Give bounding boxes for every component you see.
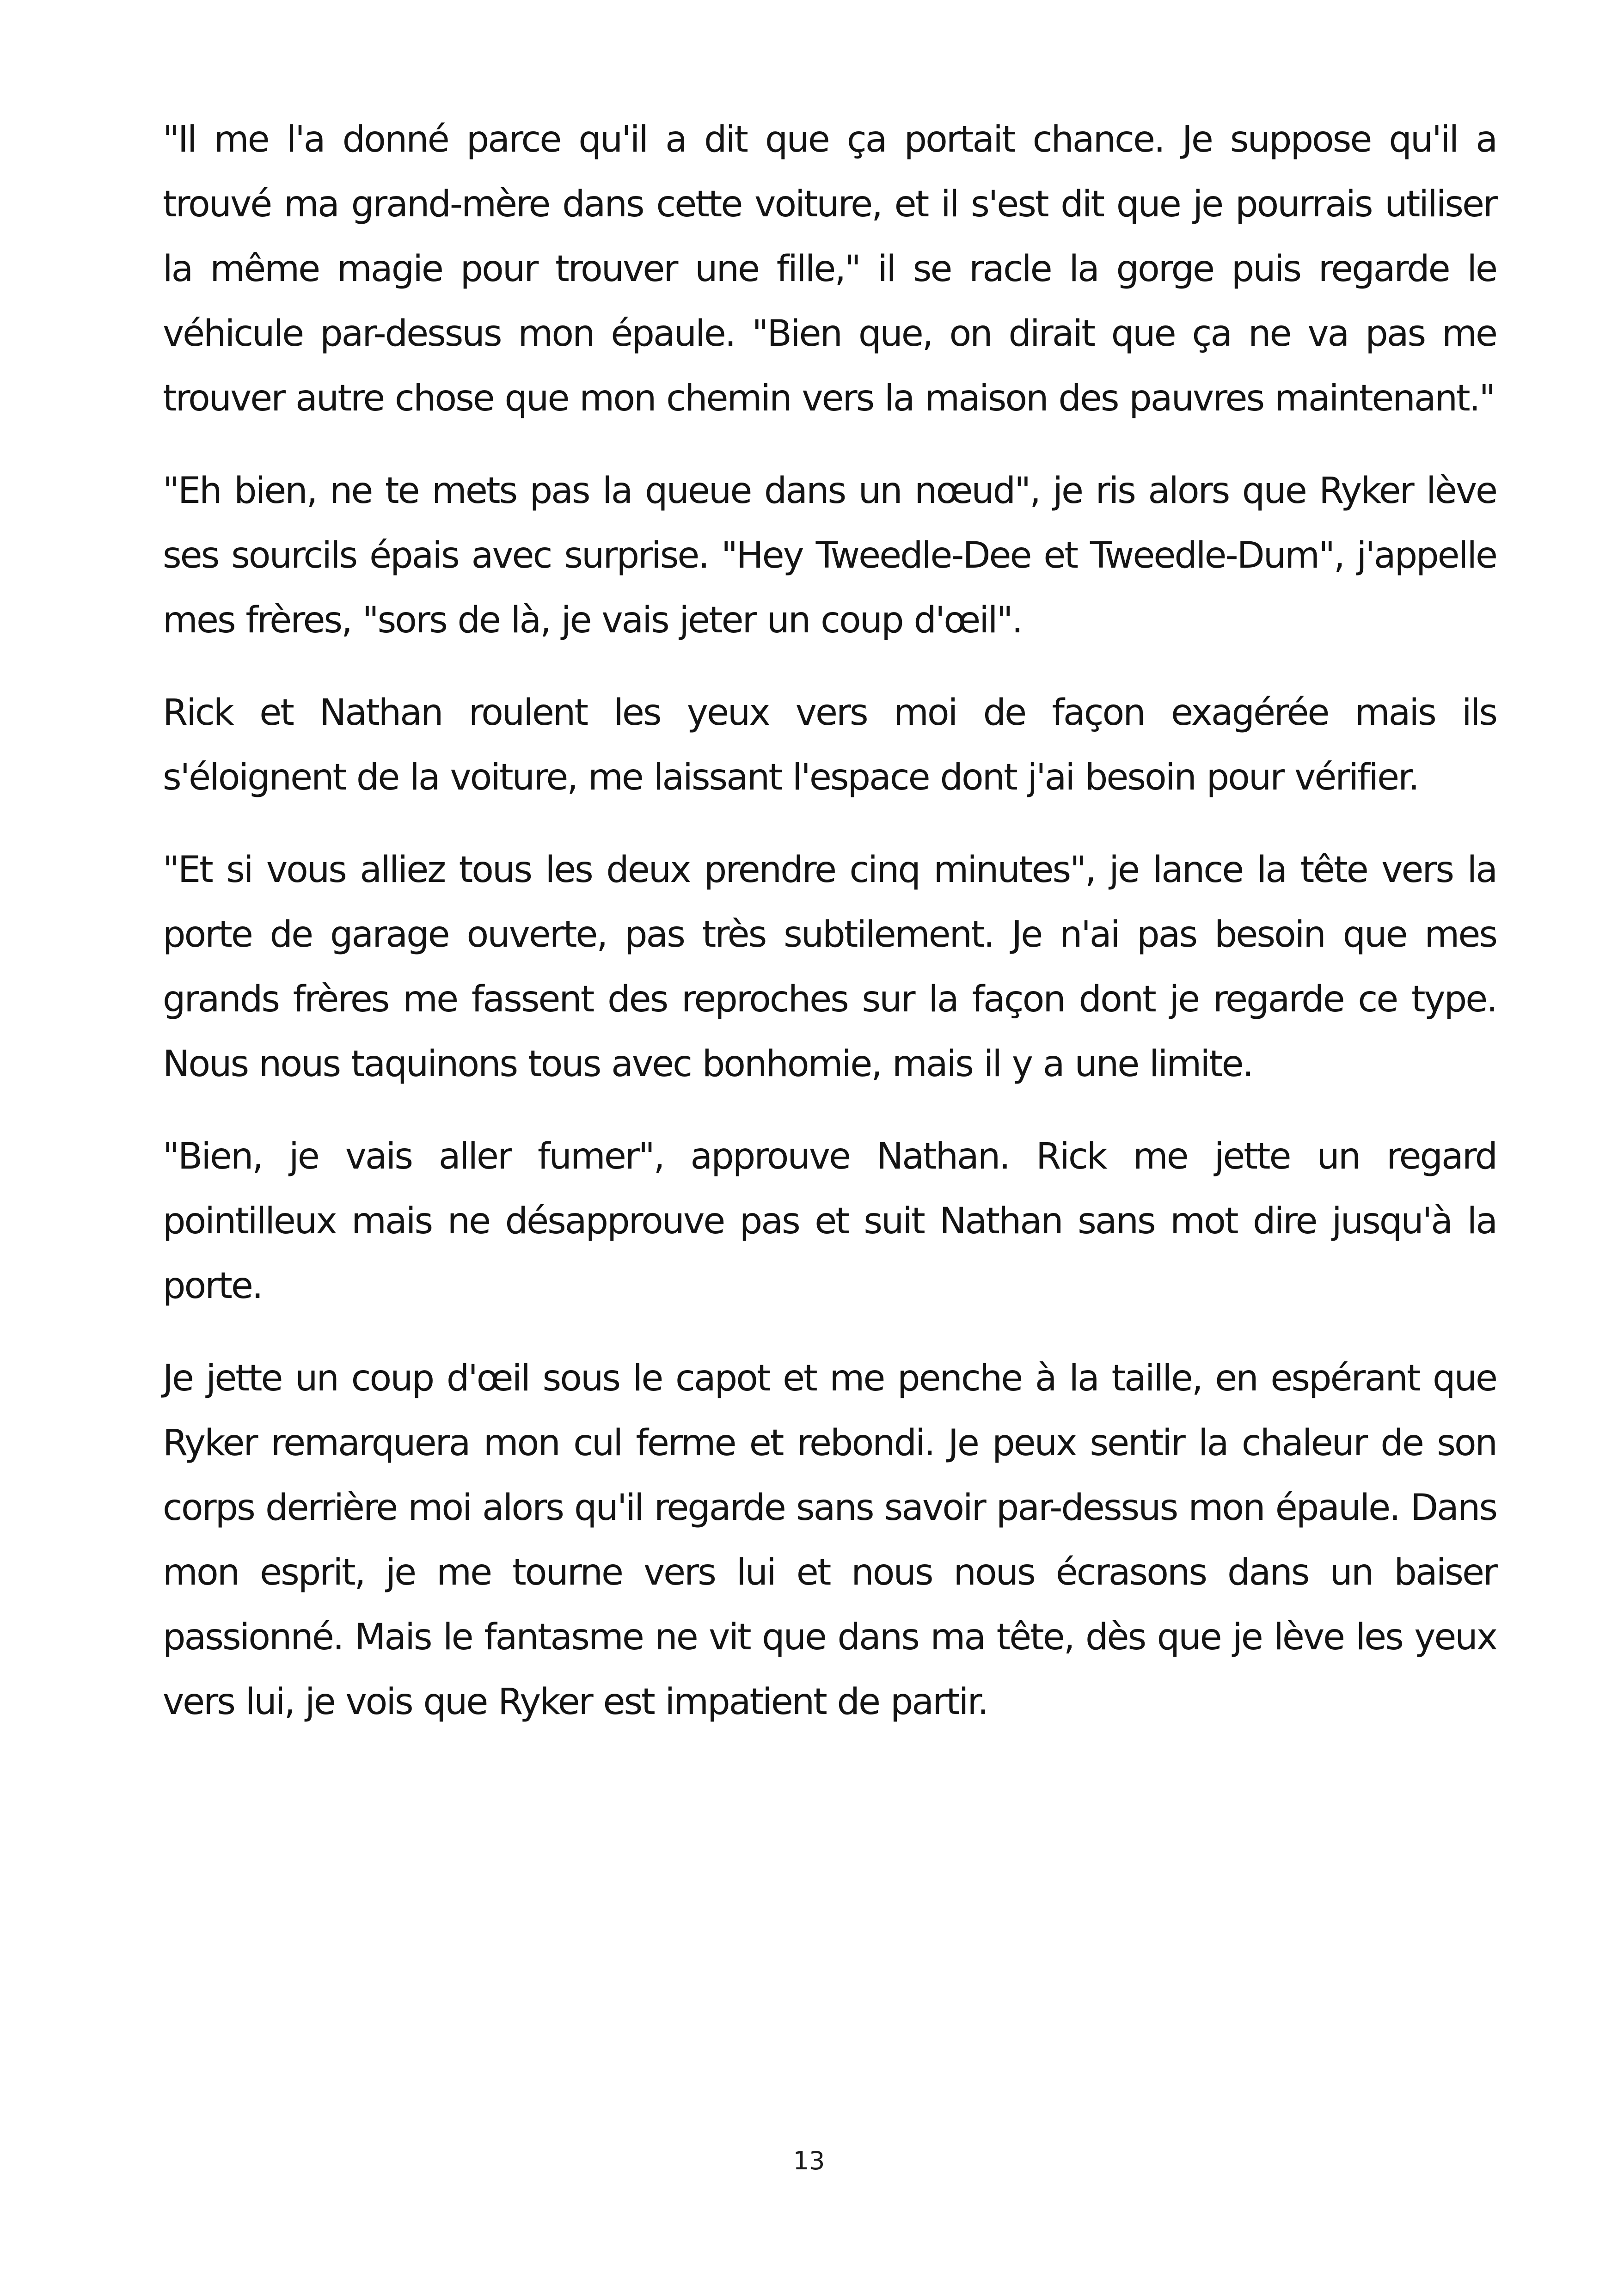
- paragraph: "Bien, je vais aller fumer", approuve Nathan. Rick me jette un regard pointilleux mais ne désapprouve pas et suit Nathan sans mot dire jusqu'à la porte.: [163, 1136, 1496, 1307]
- paragraph: "Et si vous alliez tous les deux prendre cinq minutes", je lance la tête vers la porte de garage ouverte, pas très subtilement. Je n'ai pas besoin que mes grands frères me fassent des reproches sur la façon dont je regarde ce type. Nous nous taquinons tous avec bonhomie, mais il y a une limite.: [163, 849, 1496, 1085]
- page-number: 13: [793, 2146, 825, 2175]
- paragraph: Rick et Nathan roulent les yeux vers moi de façon exagérée mais ils s'éloignent de la voiture, me laissant l'espace dont j'ai besoin pour vérifier.: [163, 692, 1496, 798]
- body-text: [163, 107, 1496, 1762]
- paragraph: "Eh bien, ne te mets pas la queue dans un nœud", je ris alors que Ryker lève ses sourcils épais avec surprise. "Hey Tweedle-Dee et Tweedle-Dum", j'appelle mes frères, "sors de là, je vais jeter un coup d'œil".: [163, 470, 1496, 641]
- paragraph: "Il me l'a donné parce qu'il a dit que ça portait chance. Je suppose qu'il a trouvé ma grand-mère dans cette voiture, et il s'est dit que je pourrais utiliser la même magie pour trouver une fille," il se racle la gorge puis regarde le véhicule par-dessus mon épaule. "Bien que, on dirait que ça ne va pas me trouver autre chose que mon chemin vers la maison des pauvres maintenant.": [163, 119, 1496, 419]
- paragraph: Je jette un coup d'œil sous le capot et me penche à la taille, en espérant que Ryker remarquera mon cul ferme et rebondi. Je peux sentir la chaleur de son corps derrière moi alors qu'il regarde sans savoir par-dessus mon épaule. Dans mon esprit, je me tourne vers lui et nous nous écrasons dans un baiser passionné. Mais le fantasme ne vit que dans ma tête, dès que je lève les yeux vers lui, je vois que Ryker est impatient de partir.: [163, 1358, 1496, 1723]
